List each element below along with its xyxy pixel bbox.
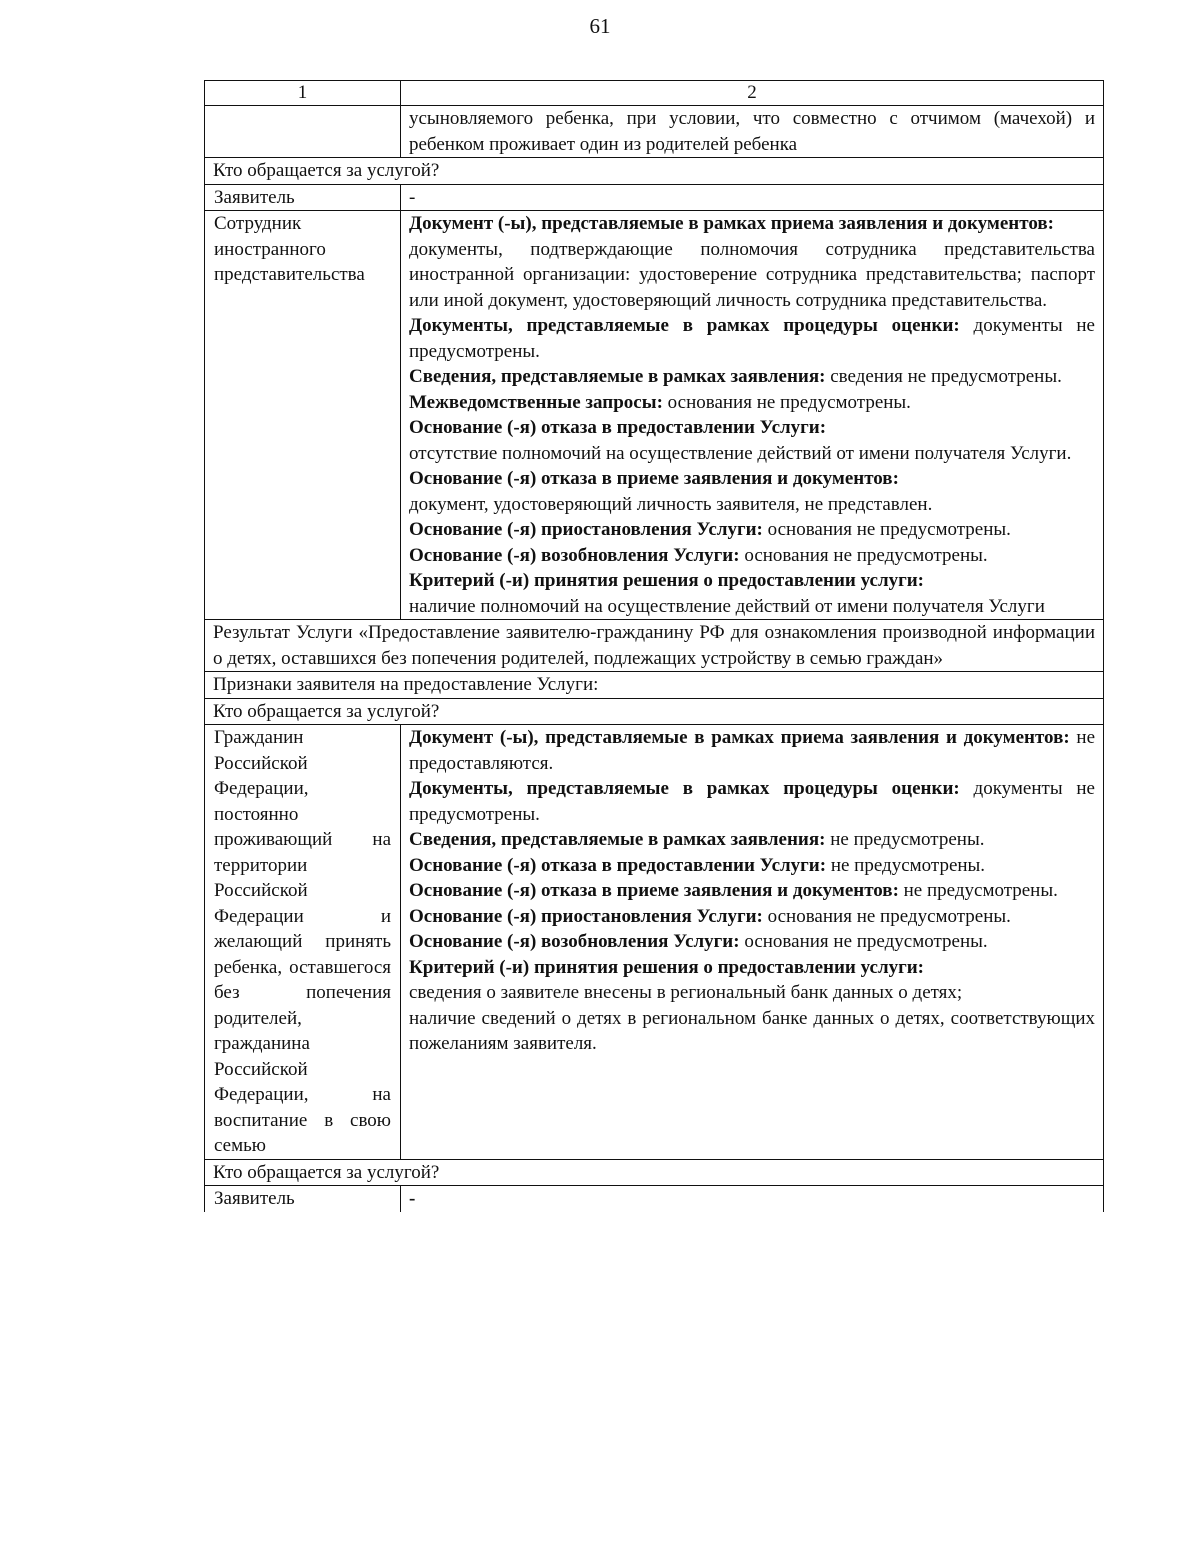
- section-2-title: Кто обращается за услугой?: [205, 698, 1104, 725]
- detail-paragraph: [409, 364, 1095, 390]
- detail-text: сведения не предусмотрены.: [825, 366, 1062, 387]
- detail-heading: Документы, представляемые в рамках процедуры оценки:: [409, 315, 960, 336]
- detail-heading: Основание (-я) возобновления Услуги:: [409, 931, 740, 952]
- detail-paragraph: [409, 466, 1095, 492]
- applicant-signs-title: Признаки заявителя на предоставление Услуги:: [205, 672, 1104, 699]
- detail-paragraph: [409, 827, 1095, 853]
- section-row: [205, 1159, 1104, 1186]
- service-result: Результат Услуги «Предоставление заявителю-гражданину РФ для ознакомления производной информации о детях, оставшихся без попечения родителей, подлежащих устройству в семью граждан»: [205, 620, 1104, 672]
- detail-heading: Критерий (-и) принятия решения о предоставлении услуги:: [409, 956, 925, 978]
- detail-heading: Основание (-я) приостановления Услуги:: [409, 519, 763, 540]
- detail-paragraph: [409, 776, 1095, 827]
- employee-row: [205, 211, 1104, 620]
- detail-heading: Основание (-я) отказа в приеме заявления и документов:: [409, 880, 899, 901]
- detail-paragraph: [409, 390, 1095, 416]
- continuation-empty-cell: [205, 106, 401, 158]
- detail-heading: Критерий (-и) принятия решения о предоставлении услуги:: [409, 570, 925, 591]
- detail-heading: Основание (-я) отказа в предоставлении Услуги:: [409, 417, 827, 438]
- column-1-header: 1: [205, 81, 401, 106]
- detail-heading: Документ (-ы), представляемые в рамках приема заявления и документов:: [409, 727, 1070, 748]
- detail-paragraph: [409, 929, 1095, 955]
- section-row: [205, 158, 1104, 185]
- detail-paragraph: [409, 313, 1095, 364]
- detail-text: наличие полномочий на осуществление действий от имени получателя Услуги: [409, 595, 1045, 617]
- result-row: [205, 620, 1104, 672]
- detail-paragraph: [409, 955, 1095, 981]
- applicant-label-2: Заявитель: [205, 1186, 401, 1213]
- detail-heading: Документ (-ы), представляемые в рамках приема заявления и документов:: [409, 213, 1054, 234]
- citizen-label: Гражданин Российской Федерации, постоянно проживающий на территории Российской Федерации и желающий принять ребенка, оставшегося без попечения родителей, гражданина Российской Федерации, на воспитание в свою семью: [205, 725, 401, 1160]
- detail-text: основания не предусмотрены.: [762, 519, 1011, 540]
- section-1-title: Кто обращается за услугой?: [205, 158, 1104, 185]
- section-3-title: Кто обращается за услугой?: [205, 1159, 1104, 1186]
- applicant-row: [205, 184, 1104, 211]
- signs-row: [205, 672, 1104, 699]
- detail-paragraph: [409, 904, 1095, 930]
- detail-text: отсутствие полномочий на осуществление действий от имени получателя Услуги.: [409, 442, 1072, 464]
- employee-details: [401, 211, 1104, 620]
- detail-text: не предусмотрены.: [898, 880, 1058, 901]
- detail-text: наличие сведений о детях в региональном банке данных о детях, соответствующих пожеланиям заявителя.: [409, 1007, 1095, 1054]
- detail-heading: Сведения, представляемые в рамках заявления:: [409, 829, 826, 850]
- detail-paragraph: [409, 543, 1095, 569]
- employee-label: Сотрудник иностранного представительства: [205, 211, 401, 620]
- applicant-row-2: [205, 1186, 1104, 1213]
- applicant-label: Заявитель: [205, 184, 401, 211]
- citizen-details: [401, 725, 1104, 1160]
- detail-text: документы, подтверждающие полномочия сотрудника представительства иностранной организации: удостоверение сотрудника представительства; паспорт или иной документ, удостоверяющий личность сотрудника представительства.: [409, 238, 1095, 311]
- detail-heading: Сведения, представляемые в рамках заявления:: [409, 366, 826, 387]
- detail-paragraph: [409, 853, 1095, 879]
- detail-text: сведения о заявителе внесены в региональный банк данных о детях;: [409, 982, 963, 1003]
- detail-text: основания не предусмотрены.: [739, 544, 988, 566]
- detail-paragraph: [409, 594, 1095, 620]
- table-header-row: [205, 81, 1104, 106]
- detail-paragraph: [409, 1006, 1095, 1057]
- detail-heading: Основание (-я) приостановления Услуги:: [409, 905, 763, 927]
- continuation-text: усыновляемого ребенка, при условии, что совместно с отчимом (мачехой) и ребенком проживает один из родителей ребенка: [401, 106, 1104, 158]
- detail-paragraph: [409, 725, 1095, 776]
- column-2-header: 2: [401, 81, 1104, 106]
- detail-text: документ, удостоверяющий личность заявителя, не представлен.: [409, 493, 933, 515]
- detail-paragraph: [409, 211, 1095, 237]
- detail-paragraph: [409, 492, 1095, 518]
- applicant-value: -: [401, 184, 1104, 211]
- detail-paragraph: [409, 568, 1095, 594]
- applicant-value-2: -: [401, 1186, 1104, 1213]
- detail-paragraph: [409, 237, 1095, 314]
- section-row: [205, 698, 1104, 725]
- detail-heading: Основание (-я) возобновления Услуги:: [409, 544, 740, 566]
- detail-paragraph: [409, 878, 1095, 904]
- detail-heading: Основание (-я) отказа в приеме заявления и документов:: [409, 468, 899, 489]
- detail-heading: Межведомственные запросы:: [409, 391, 663, 413]
- detail-text: основания не предусмотрены.: [662, 391, 911, 413]
- detail-heading: Основание (-я) отказа в предоставлении Услуги:: [409, 854, 827, 876]
- citizen-row: [205, 725, 1104, 1160]
- services-table: [204, 80, 1104, 1212]
- detail-paragraph: [409, 980, 1095, 1006]
- detail-paragraph: [409, 441, 1095, 467]
- detail-text: не предусмотрены.: [825, 829, 985, 850]
- detail-text: не предусмотрены.: [826, 854, 986, 876]
- detail-text: не предоставляются.: [409, 727, 1096, 774]
- detail-text: основания не предусмотрены.: [739, 931, 988, 952]
- detail-heading: Документы, представляемые в рамках процедуры оценки:: [409, 778, 960, 799]
- detail-paragraph: [409, 517, 1095, 543]
- page-number: 61: [589, 14, 611, 38]
- detail-paragraph: [409, 415, 1095, 441]
- detail-text: документы не предусмотрены.: [409, 778, 1095, 825]
- detail-text: основания не предусмотрены.: [762, 905, 1011, 927]
- continuation-row: [205, 106, 1104, 158]
- detail-text: документы не предусмотрены.: [409, 315, 1095, 362]
